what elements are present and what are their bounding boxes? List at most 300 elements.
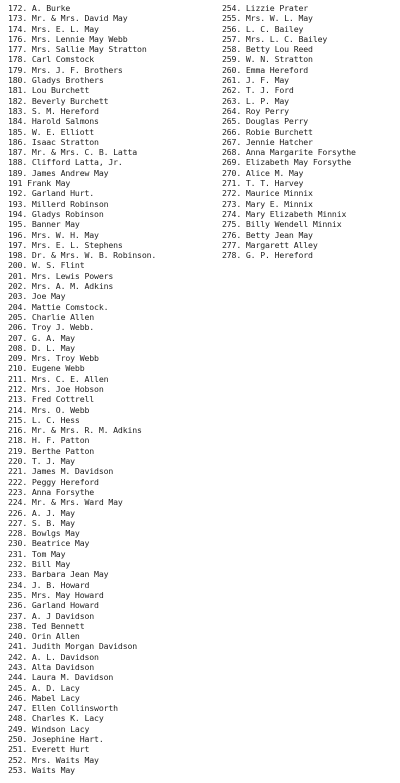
entry-number: 267. <box>222 136 242 147</box>
entry-name: Laura M. Davidson <box>31 672 114 683</box>
list-entry <box>222 13 398 23</box>
entry-name: Gladys Brothers <box>31 75 104 86</box>
entry-number: 232. <box>8 559 28 570</box>
entry-number: 268. <box>222 147 242 158</box>
list-entry <box>222 240 398 250</box>
entry-name: Mr. & Mrs. Ward May <box>31 497 123 508</box>
list-entry <box>222 3 398 13</box>
entry-name: Mrs. Troy Webb <box>31 353 99 364</box>
list-entry <box>8 13 220 23</box>
list-entry <box>8 230 220 240</box>
entry-name: H. F. Patton <box>31 435 90 446</box>
list-entry <box>8 116 220 126</box>
entry-number: 188. <box>8 157 28 168</box>
list-entry <box>8 24 220 34</box>
entry-name: Garland Hurt. <box>31 188 95 199</box>
entry-number: 189. <box>8 167 28 178</box>
list-entry <box>8 713 220 723</box>
entry-name: Isaac Stratton <box>31 136 99 147</box>
entry-name: Billy Wendell Minnix <box>245 219 342 230</box>
entry-number: 263. <box>222 95 242 106</box>
list-entry <box>8 466 220 476</box>
entry-number: 208. <box>8 342 28 353</box>
entry-number: 234. <box>8 579 28 590</box>
list-entry <box>8 528 220 538</box>
entry-name: Betty Lou Reed <box>245 44 313 55</box>
list-entry <box>8 240 220 250</box>
list-entry <box>222 106 398 116</box>
list-entry <box>8 188 220 198</box>
list-entry <box>8 137 220 147</box>
entry-number: 185. <box>8 126 28 137</box>
entry-number: 254. <box>222 3 242 13</box>
entry-name: Roy Perry <box>245 105 289 116</box>
list-entry <box>222 168 398 178</box>
entry-name: T. J. May <box>31 456 75 467</box>
entry-number: 224. <box>8 497 28 508</box>
entry-name: Mabel Lacy <box>31 692 80 703</box>
entry-number: 278. <box>222 250 242 261</box>
list-entry <box>8 580 220 590</box>
list-entry <box>8 765 220 775</box>
entry-number: 228. <box>8 528 28 539</box>
entry-number: 242. <box>8 651 28 662</box>
entry-name: Mrs. Lewis Powers <box>31 270 114 281</box>
list-entry <box>8 219 220 229</box>
entry-name: D. L. May <box>31 342 75 353</box>
entry-number: 181. <box>8 85 28 96</box>
entry-name: Windson Lacy <box>31 723 90 734</box>
entry-name: Bowlgs May <box>31 528 80 539</box>
entry-name: Peggy Hereford <box>31 476 99 487</box>
list-entry <box>222 199 398 209</box>
entry-name: Mrs. Joe Hobson <box>31 383 104 394</box>
list-entry <box>8 178 220 188</box>
list-entry <box>8 260 220 270</box>
entry-name: Waits May <box>31 764 75 775</box>
list-entry <box>8 621 220 631</box>
right-column <box>222 3 398 260</box>
entry-name: Eugene Webb <box>31 363 85 374</box>
entry-name: Robie Burchett <box>245 126 313 137</box>
list-entry <box>8 631 220 641</box>
list-entry <box>8 96 220 106</box>
entry-number: 207. <box>8 332 28 343</box>
entry-name: Lou Burchett <box>31 85 90 96</box>
entry-name: Mrs. J. F. Brothers <box>31 64 123 75</box>
entry-name: W. E. Elliott <box>31 126 95 137</box>
entry-name: L. P. May <box>245 95 289 106</box>
list-entry <box>222 250 398 260</box>
entry-name: Mrs. Sallie May Stratton <box>31 44 147 55</box>
entry-name: Margarett Alley <box>245 239 318 250</box>
entry-number: 203. <box>8 291 28 302</box>
entry-name: S. B. May <box>31 517 75 528</box>
list-entry <box>8 590 220 600</box>
entry-number: 277. <box>222 239 242 250</box>
list-entry <box>8 724 220 734</box>
entry-name: G. A. May <box>31 332 75 343</box>
entry-number: 173. <box>8 13 28 24</box>
entry-name: Carl Comstock <box>31 54 95 65</box>
entry-name: Lizzie Prater <box>245 3 309 13</box>
list-entry <box>222 219 398 229</box>
entry-name: Elizabeth May Forsythe <box>245 157 352 168</box>
list-entry <box>8 477 220 487</box>
entry-name: Tom May <box>31 548 66 559</box>
entry-name: T. J. Ford <box>245 85 294 96</box>
entry-number: 219. <box>8 445 28 456</box>
list-entry <box>222 65 398 75</box>
list-entry <box>8 487 220 497</box>
entry-name: Barbara Jean May <box>31 569 109 580</box>
entry-number: 221. <box>8 466 28 477</box>
entry-number: 222. <box>8 476 28 487</box>
entry-name: Gladys Robinson <box>31 208 104 219</box>
entry-name: Orin Allen <box>31 631 80 642</box>
entry-name: Charles K. Lacy <box>31 713 104 724</box>
entry-number: 245. <box>8 682 28 693</box>
entry-number: 235. <box>8 589 28 600</box>
list-entry <box>8 199 220 209</box>
list-entry <box>8 157 220 167</box>
entry-name: G. P. Hereford <box>245 250 313 261</box>
entry-number: 256. <box>222 23 242 34</box>
entry-number: 214. <box>8 404 28 415</box>
entry-number: 192. <box>8 188 28 199</box>
list-entry <box>8 65 220 75</box>
list-entry <box>8 147 220 157</box>
list-entry <box>8 425 220 435</box>
entry-number: 258. <box>222 44 242 55</box>
entry-name: Alice M. May <box>245 167 304 178</box>
entry-name: Mrs. May Howard <box>31 589 104 600</box>
entry-number: 179. <box>8 64 28 75</box>
entry-name: W. N. Stratton <box>245 54 313 65</box>
entry-name: Alta Davidson <box>31 662 95 672</box>
entry-number: 237. <box>8 610 28 621</box>
list-entry <box>222 157 398 167</box>
list-entry <box>8 384 220 394</box>
list-entry <box>8 106 220 116</box>
list-entry <box>222 127 398 137</box>
entry-number: 227. <box>8 517 28 528</box>
list-entry <box>8 755 220 765</box>
list-entry <box>8 127 220 137</box>
entry-number: 220. <box>8 456 28 467</box>
entry-number: 250. <box>8 734 28 745</box>
entry-number: 251. <box>8 744 28 755</box>
list-entry <box>8 518 220 528</box>
list-entry <box>8 693 220 703</box>
list-entry <box>8 75 220 85</box>
entry-number: 202. <box>8 281 28 292</box>
entry-number: 264. <box>222 105 242 116</box>
entry-name: Troy J. Webb. <box>31 322 95 333</box>
entry-name: A. L. Davidson <box>31 651 99 662</box>
list-entry <box>8 600 220 610</box>
list-entry <box>8 435 220 445</box>
list-entry <box>222 209 398 219</box>
entry-number: 180. <box>8 75 28 86</box>
entry-number: 172. <box>8 3 28 13</box>
entry-name: James Andrew May <box>31 167 109 178</box>
entry-number: 204. <box>8 301 28 312</box>
entry-number: 205. <box>8 311 28 322</box>
entry-name: W. S. Flint <box>31 260 85 271</box>
entry-name: T. T. Harvey <box>245 178 304 189</box>
list-entry <box>8 363 220 373</box>
list-entry <box>8 538 220 548</box>
list-entry <box>8 662 220 672</box>
list-entry <box>222 178 398 188</box>
list-entry <box>222 116 398 126</box>
entry-name: Emma Hereford <box>245 64 309 75</box>
entry-number: 178. <box>8 54 28 65</box>
list-entry <box>8 744 220 754</box>
entry-name: Jennie Hatcher <box>245 136 313 147</box>
entry-name: Berthe Patton <box>31 445 95 456</box>
entry-name: Fred Cottrell <box>31 394 95 405</box>
list-entry <box>222 96 398 106</box>
left-column <box>8 3 220 775</box>
entry-number: 236. <box>8 600 28 611</box>
list-entry <box>8 250 220 260</box>
entry-name: Frank May <box>27 178 71 189</box>
entry-name: Maurice Minnix <box>245 188 313 199</box>
entry-number: 223. <box>8 486 28 497</box>
entry-number: 195. <box>8 219 28 230</box>
entry-name: Mrs. L. C. Bailey <box>245 33 328 44</box>
entry-number: 240. <box>8 631 28 642</box>
entry-number: 216. <box>8 425 28 436</box>
entry-number: 255. <box>222 13 242 24</box>
list-entry <box>8 497 220 507</box>
entry-name: L. C. Bailey <box>245 23 304 34</box>
entry-name: S. M. Hereford <box>31 105 99 116</box>
entry-number: 218. <box>8 435 28 446</box>
entry-number: 187. <box>8 147 28 158</box>
list-entry <box>8 456 220 466</box>
entry-number: 183. <box>8 105 28 116</box>
list-entry <box>8 672 220 682</box>
list-entry <box>8 353 220 363</box>
list-entry <box>8 312 220 322</box>
entry-number: 243. <box>8 662 28 672</box>
entry-name: Everett Hurt <box>31 744 90 755</box>
entry-number: 248. <box>8 713 28 724</box>
entry-name: L. C. Hess <box>31 414 80 425</box>
entry-name: Mrs. Lennie May Webb <box>31 33 128 44</box>
list-entry <box>222 24 398 34</box>
entry-name: Josephine Hart. <box>31 734 104 745</box>
entry-name: Bill May <box>31 559 71 570</box>
list-entry <box>8 34 220 44</box>
list-entry <box>8 281 220 291</box>
entry-number: 249. <box>8 723 28 734</box>
entry-number: 230. <box>8 538 28 549</box>
entry-name: Douglas Perry <box>245 116 309 127</box>
list-entry <box>8 446 220 456</box>
entry-number: 182. <box>8 95 28 106</box>
entry-number: 191 <box>8 178 23 189</box>
list-entry <box>8 734 220 744</box>
list-entry <box>8 271 220 281</box>
list-entry <box>8 322 220 332</box>
list-entry <box>8 3 220 13</box>
entry-number: 252. <box>8 754 28 765</box>
entry-name: Charlie Allen <box>31 311 95 322</box>
entry-number: 273. <box>222 198 242 209</box>
entry-number: 200. <box>8 260 28 271</box>
entry-name: Betty Jean May <box>245 229 313 240</box>
entry-number: 275. <box>222 219 242 230</box>
entry-name: Dr. & Mrs. W. B. Robinson. <box>31 250 157 261</box>
entry-name: Anna Margarite Forsythe <box>245 147 356 158</box>
entry-name: Joe May <box>31 291 66 302</box>
entry-number: 244. <box>8 672 28 683</box>
entry-name: Mattie Comstock. <box>31 301 109 312</box>
entry-number: 260. <box>222 64 242 75</box>
list-entry <box>222 147 398 157</box>
entry-name: Ellen Collinsworth <box>31 703 118 714</box>
entry-name: Banner May <box>31 219 80 230</box>
entry-number: 174. <box>8 23 28 34</box>
entry-number: 270. <box>222 167 242 178</box>
entry-number: 274. <box>222 208 242 219</box>
entry-name: A. J Davidson <box>31 610 95 621</box>
entry-name: Mrs. W. L. May <box>245 13 313 24</box>
entry-name: Mary E. Minnix <box>245 198 313 209</box>
entry-name: Mr. & Mrs. C. B. Latta <box>31 147 138 158</box>
entry-number: 212. <box>8 383 28 394</box>
entry-number: 176. <box>8 33 28 44</box>
entry-number: 261. <box>222 75 242 86</box>
entry-number: 194. <box>8 208 28 219</box>
entry-name: Ted Bennett <box>31 620 85 631</box>
entry-name: Mr. & Mrs. David May <box>31 13 128 24</box>
entry-name: Clifford Latta, Jr. <box>31 157 123 168</box>
entry-number: 209. <box>8 353 28 364</box>
entry-name: Mrs. O. Webb <box>31 404 90 415</box>
list-entry <box>8 302 220 312</box>
entry-number: 241. <box>8 641 28 652</box>
list-entry <box>8 168 220 178</box>
entry-number: 238. <box>8 620 28 631</box>
entry-number: 201. <box>8 270 28 281</box>
list-entry <box>8 374 220 384</box>
entry-number: 211. <box>8 373 28 384</box>
entry-name: J. F. May <box>245 75 289 86</box>
entry-name: Mrs. E. L. May <box>31 23 99 34</box>
entry-number: 197. <box>8 239 28 250</box>
entry-number: 226. <box>8 507 28 518</box>
entry-number: 213. <box>8 394 28 405</box>
entry-number: 247. <box>8 703 28 714</box>
list-entry <box>222 137 398 147</box>
entry-number: 271. <box>222 178 242 189</box>
list-entry <box>8 611 220 621</box>
list-entry <box>222 54 398 64</box>
list-entry <box>8 54 220 64</box>
entry-number: 198. <box>8 250 28 261</box>
entry-number: 276. <box>222 229 242 240</box>
list-entry <box>8 44 220 54</box>
list-entry <box>8 394 220 404</box>
list-entry <box>8 652 220 662</box>
entry-name: A. J. May <box>31 507 75 518</box>
entry-name: Garland Howard <box>31 600 99 611</box>
list-entry <box>222 34 398 44</box>
entry-number: 233. <box>8 569 28 580</box>
entry-name: Harold Salmons <box>31 116 99 127</box>
list-entry <box>8 405 220 415</box>
entry-name: Mrs. E. L. Stephens <box>31 239 123 250</box>
list-entry <box>222 44 398 54</box>
list-entry <box>8 683 220 693</box>
list-entry <box>8 291 220 301</box>
entry-name: Mr. & Mrs. R. M. Adkins <box>31 425 142 436</box>
entry-name: Mrs. W. H. May <box>31 229 99 240</box>
entry-number: 266. <box>222 126 242 137</box>
list-entry <box>222 85 398 95</box>
entry-name: Mary Elizabeth Minnix <box>245 208 347 219</box>
list-entry <box>8 569 220 579</box>
entry-number: 193. <box>8 198 28 209</box>
entry-name: Millerd Robinson <box>31 198 109 209</box>
list-entry <box>8 343 220 353</box>
entry-name: Mrs. C. E. Allen <box>31 373 109 384</box>
entry-name: Anna Forsythe <box>31 486 95 497</box>
entry-number: 272. <box>222 188 242 199</box>
entry-number: 231. <box>8 548 28 559</box>
list-entry <box>8 703 220 713</box>
entry-name: Beverly Burchett <box>31 95 109 106</box>
entry-name: J. B. Howard <box>31 579 90 590</box>
entry-name: Beatrice May <box>31 538 90 549</box>
entry-name: Judith Morgan Davidson <box>31 641 138 652</box>
entry-number: 206. <box>8 322 28 333</box>
list-entry <box>8 415 220 425</box>
list-entry <box>8 209 220 219</box>
entry-name: A. D. Lacy <box>31 682 80 693</box>
entry-number: 269. <box>222 157 242 168</box>
entry-number: 186. <box>8 136 28 147</box>
entry-number: 215. <box>8 414 28 425</box>
entry-number: 253. <box>8 764 28 775</box>
list-entry <box>8 559 220 569</box>
list-entry <box>222 188 398 198</box>
list-entry <box>8 641 220 651</box>
entry-name: Mrs. A. M. Adkins <box>31 281 114 292</box>
entry-name: James M. Davidson <box>31 466 114 477</box>
entry-number: 257. <box>222 33 242 44</box>
list-entry <box>8 549 220 559</box>
entry-number: 177. <box>8 44 28 55</box>
list-entry <box>8 333 220 343</box>
entry-number: 196. <box>8 229 28 240</box>
list-entry <box>222 230 398 240</box>
entry-number: 259. <box>222 54 242 65</box>
entry-number: 184. <box>8 116 28 127</box>
entry-number: 246. <box>8 692 28 703</box>
list-entry <box>8 508 220 518</box>
list-entry <box>222 75 398 85</box>
entry-name: A. Burke <box>31 3 71 13</box>
entry-number: 262. <box>222 85 242 96</box>
entry-number: 265. <box>222 116 242 127</box>
list-entry <box>8 85 220 95</box>
